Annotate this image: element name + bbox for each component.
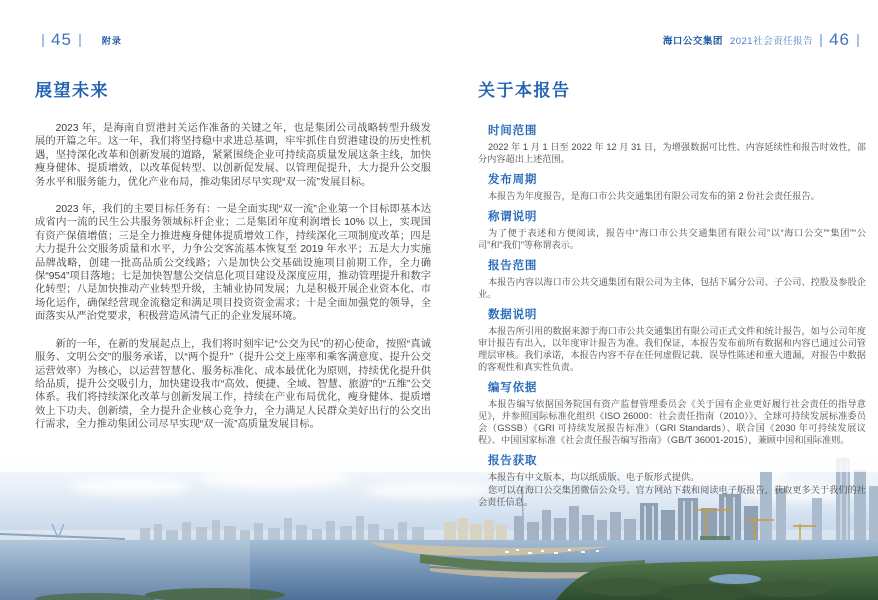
page-number-right: 46 — [829, 30, 850, 49]
section-body: 本报告为年度报告，是海口市公共交通集团有限公司发布的第 2 份社会责任报告。 — [488, 191, 820, 201]
spread-header — [35, 30, 866, 50]
right-page-column — [478, 76, 866, 514]
section-heading: 发布周期 — [488, 174, 538, 186]
left-paragraph: 新的一年，在新的发展起点上，我们将时刻牢记“公交为民”的初心使命，按照“真诚服务、文明公交”的服务承诺，以“两个提升”（提升公交上座率和乘客满意度、提升公交运营效率）为核心，以运营智慧化、服务标准化、成本最优化为原则，持续优化提升供给品质，提升公交吸引力，加快建设我市“高效、便捷、全域、智慧、旅游”的“五维”公交体系。我们将持续深化改革与创新发展工作，持续在产业布局优化，瘦身健体、提质增效上下功夫、创新绩，全力提升企业核心竞争力，全力满足人民群众美好出行的公交出行需求，全力推动集团公司尽早实现“双一流”高质量发展目标。 — [35, 338, 431, 431]
divider-bar — [42, 34, 44, 47]
section-body: 本报告有中文版本，均以纸质版、电子版形式提供。 — [488, 472, 700, 482]
section-body: 2022 年 1 月 1 日至 2022 年 12 月 31 日，为增强数据可比性、内容延续性和报告时效性，部分内容超出上述范围。 — [478, 142, 866, 164]
page-number-left: 45 — [51, 30, 72, 49]
section-report-scope — [478, 257, 866, 300]
section-body: 本报告所引用的数据来源于海口市公共交通集团有限公司正式文件和统计报告，如与公司年度审计报告有出入，以年度审计报告为准。我们保证，本报告发布前所有数据和内容已通过公司管理层审核。我们承诺，本报告内容不存在任何虚假记载、误导性陈述和重大遗漏，对报告中数据的客观性和真实性负责。 — [478, 326, 866, 372]
section-time-range — [478, 122, 866, 165]
section-body: 为了便于表述和方便阅读，报告中“海口市公共交通集团有限公司”以“海口公交”“集团”“公司”和“我们”等称谓表示。 — [478, 228, 866, 250]
section-compilation-basis — [478, 379, 866, 446]
divider-bar — [857, 34, 859, 47]
section-body: 本报告编写依据国务院国有资产监督管理委员会《关于国有企业更好履行社会责任的指导意见》，并参照国际标准化组织《ISO 26000：社会责任指南（2010）》、全球可持续发展标准委员会（GSSB）《GRI 可持续发展报告标准》（GRI Standards）、联合国《2030 年可持续发展议程》、中国国家标准《社会责任报告编写指南》（GB/T 36001-2015），兼顾中国和国际准则。 — [478, 399, 866, 445]
left-page-column — [35, 76, 431, 446]
right-page-title: 关于本报告 — [478, 81, 571, 100]
section-body: 本报告内容以海口市公共交通集团有限公司为主体，包括下属分公司、子公司、控股及参股企业。 — [478, 277, 866, 299]
section-report-access — [478, 452, 866, 508]
section-body: 您可以在海口公交集团微信公众号、官方网站下载和阅读电子版报告，获取更多关于我们的社会责任信息。 — [478, 485, 866, 507]
section-data-note — [478, 306, 866, 373]
section-heading: 报告范围 — [488, 260, 538, 272]
section-naming-note — [478, 208, 866, 251]
left-page-title: 展望未来 — [35, 81, 109, 100]
section-heading: 报告获取 — [488, 455, 538, 467]
header-left — [35, 30, 122, 50]
section-label: 附录 — [101, 35, 122, 46]
report-title: 2021社会责任报告 — [729, 36, 814, 47]
left-paragraph: 2023 年，是海南自贸港封关运作准备的关键之年，也是集团公司战略转型升级发展的开篇之年。这一年，我们将坚持稳中求进总基调，牢牢抓住自贸港建设的历史性机遇，坚持深化改革和创新发展的道路，紧紧围绕企业可持续高质量发展这条主线，加快瘦身健体、提质增效，以改革促转型、以创新促发展、以管理促提升，大力提升公交服务水平和服务能力，优化产业布局，推动集团尽早实现“双一流”发展目标。 — [35, 123, 431, 188]
header-right — [663, 30, 866, 50]
divider-bar — [820, 34, 822, 47]
section-heading: 时间范围 — [488, 125, 538, 137]
brand-name: 海口公交集团 — [662, 36, 723, 47]
section-heading: 编写依据 — [488, 382, 538, 394]
section-release-cycle — [478, 171, 866, 202]
section-heading: 数据说明 — [488, 309, 538, 321]
divider-bar — [79, 34, 81, 47]
section-heading: 称谓说明 — [488, 211, 538, 223]
left-paragraph: 2023 年，我们的主要目标任务有：一是全面实现“双一流”企业第一个目标即基本达成省内一流的民生公共服务领域标杆企业；二是集团年度利润增长 10% 以上，实现国有资产保值增值；三是全力推进瘦身健体提质增效工作，持续深化三项制度改革；四是大力提升公交服务质量和水平，力争公交客流基本恢复至 2019 年水平；五是大力实施品牌战略，创建一批高品质公交线路；六是加快公交基础设施项目前期工作，全力确保“954”项目落地；七是加快智慧公交信息化项目建设及深度应用，推动管理提升和数字化转型；八是加快推动产业转型升级，主辅业协同发展；九是积极开展企业资本化、市场化运作，确保经营现金流稳定和满足项目投资资金需求；十是全面加强党的领导，全面落实从严治党要求，积极营造风清气正的企业发展环境。 — [35, 204, 431, 323]
